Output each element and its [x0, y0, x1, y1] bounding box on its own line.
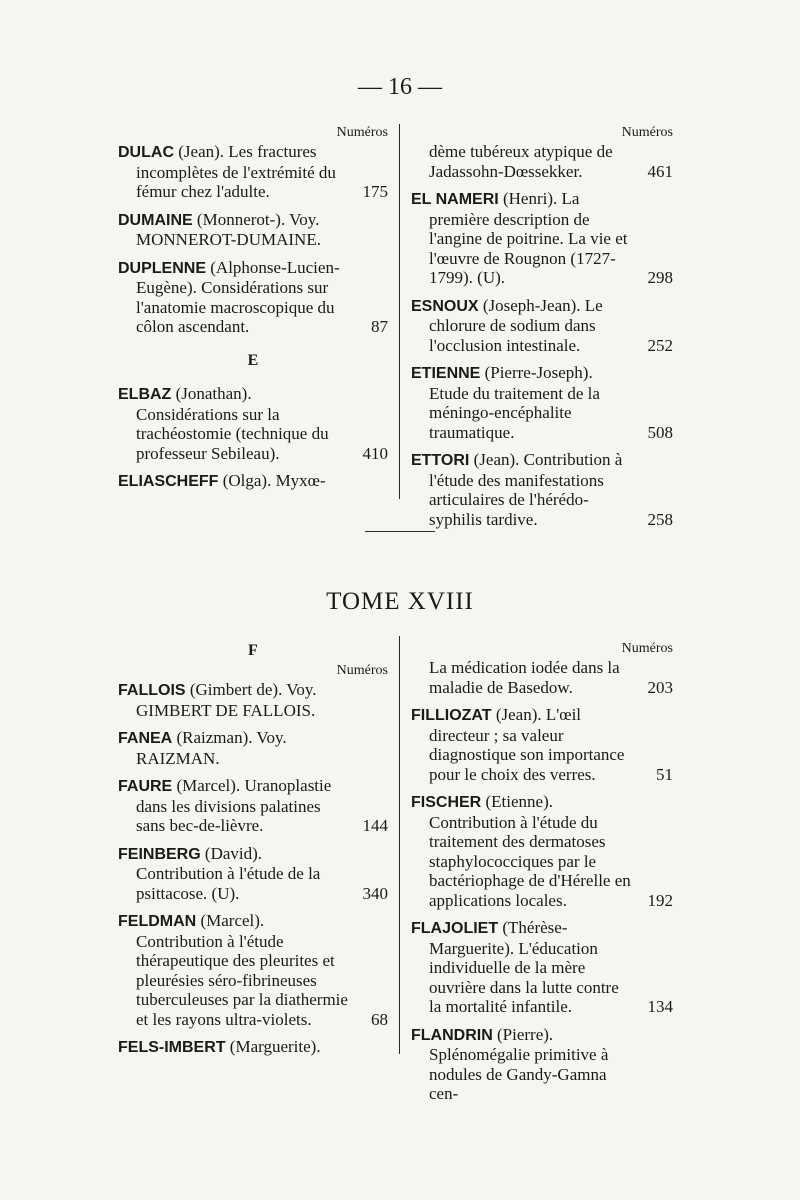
author-name: ELIASCHEFF — [118, 473, 219, 490]
entry-text: (Pierre). Splénomégalie primitive à nodules de Gandy-Gamna cen- — [429, 1024, 609, 1103]
top-right-column — [411, 124, 673, 537]
list-item — [118, 776, 388, 836]
entry-number: 252 — [647, 335, 673, 355]
list-item — [118, 210, 388, 250]
column-divider-top — [399, 124, 400, 499]
author-name: DUMAINE — [118, 211, 193, 229]
entry-text: (Jean). Les fractures incomplètes de l'extrémité du fémur chez l'adulte. — [136, 142, 336, 201]
list-item — [118, 728, 388, 768]
entry-text: (Jonathan). Considérations sur la trachéostomie (technique du professeur Sebileau). — [136, 384, 329, 463]
entry-number: 298 — [647, 268, 673, 287]
list-item — [411, 189, 673, 288]
bottom-left-column — [118, 640, 388, 1066]
bottom-right-column — [411, 640, 673, 1112]
entry-text: (David). Contribution à l'étude de la psittacose. (U). — [136, 843, 321, 903]
list-item — [118, 844, 388, 904]
entry-text: (Thérèse-Marguerite). L'éducation individuelle de la mère ouvrière dans la lutte contre la mortalité infantile. — [429, 918, 619, 1016]
entry-text: (Marcel). Uranoplastie dans les divisions palatines sans bec-de-lièvre. — [136, 776, 332, 835]
entry-number: 508 — [647, 422, 673, 442]
entry-text: (Henri). La première description de l'angine de poitrine. La vie et l'œuvre de Rougnon (1727-1799). (U). — [429, 189, 628, 287]
entry-number: 68 — [371, 1009, 388, 1029]
entry-number: 340 — [362, 883, 388, 903]
list-item — [411, 450, 673, 529]
entry-number: 144 — [362, 816, 388, 835]
entry-number: 192 — [647, 890, 673, 910]
list-item — [411, 658, 673, 697]
page-number: — 16 — — [358, 74, 442, 100]
list-item — [118, 911, 388, 1029]
entry-number: 410 — [362, 443, 388, 463]
list-item — [118, 258, 388, 337]
author-name: FELDMAN — [118, 913, 197, 930]
list-item — [411, 296, 673, 356]
tome-title: TOME XVIII — [326, 588, 474, 615]
author-name: FLANDRIN — [411, 1026, 493, 1044]
list-item — [411, 363, 673, 442]
numeros-header: Numéros — [336, 663, 388, 678]
list-item — [411, 918, 673, 1017]
author-name: FANEA — [118, 730, 173, 747]
author-name: FALLOIS — [118, 682, 186, 699]
author-name: ETTORI — [411, 452, 470, 469]
author-name: FISCHER — [411, 794, 482, 811]
entry-number: 134 — [647, 997, 673, 1016]
entry-text: (Olga). Myxœ- — [222, 471, 326, 490]
list-item — [411, 705, 673, 784]
entry-number: 461 — [647, 161, 673, 181]
entry-text: (Pierre-Joseph). Etude du traitement de la méningo-encéphalite traumatique. — [429, 363, 600, 442]
author-name: DUPLENNE — [118, 259, 207, 277]
numeros-header: Numéros — [621, 125, 673, 140]
author-name: ETIENNE — [411, 365, 481, 382]
entry-number: 51 — [656, 764, 673, 784]
entry-text: (Jean). Contribution à l'étude des manifestations articulaires de l'hérédo-syphilis tardive. — [429, 450, 623, 529]
author-name: FEINBERG — [118, 845, 201, 863]
entry-text: (Jean). L'œil directeur ; sa valeur diagnostique son importance pour le choix des verres. — [429, 705, 625, 784]
numeros-header: Numéros — [621, 641, 673, 656]
list-item — [118, 1037, 388, 1058]
author-name: ESNOUX — [411, 297, 479, 315]
entry-text: (Marcel). Contribution à l'étude thérapeutique des pleurites et pleurésies séro-fibrineuses tuberculeuses par la diathermie et les rayons ultra-violets. — [136, 911, 348, 1029]
entry-text: (Raizman). Voy. RAIZMAN. — [136, 728, 287, 768]
entry-text: (Gimbert de). Voy. GIMBERT DE FALLOIS. — [136, 680, 317, 720]
entry-text: (Joseph-Jean). Le chlorure de sodium dans l'occlusion intestinale. — [429, 295, 603, 355]
list-item — [118, 384, 388, 463]
list-item — [411, 1025, 673, 1104]
entry-number: 203 — [647, 677, 673, 697]
entry-text: (Etienne). Contribution à l'étude du traitement des dermatoses staphylococciques par le bactériophage de d'Hérelle en applications locales. — [429, 792, 631, 910]
entry-text: (Marguerite). — [229, 1037, 321, 1056]
entry-number: 87 — [371, 317, 388, 336]
author-name: FELS-IMBERT — [118, 1039, 226, 1056]
author-name: DULAC — [118, 144, 174, 161]
column-divider-bottom — [399, 636, 400, 1054]
author-name: FLAJOLIET — [411, 920, 499, 937]
author-name: FAURE — [118, 778, 173, 795]
list-item — [411, 792, 673, 910]
top-left-column — [118, 124, 388, 500]
author-name: EL NAMERI — [411, 191, 499, 208]
list-item — [118, 471, 388, 492]
list-item — [118, 142, 388, 202]
entry-text: dème tubéreux atypique de Jadassohn-Dœssekker. — [429, 142, 613, 181]
section-letter: E — [247, 351, 259, 369]
author-name: ELBAZ — [118, 386, 172, 403]
numeros-header: Numéros — [336, 125, 388, 140]
list-item — [411, 142, 673, 181]
section-letter: F — [248, 642, 258, 659]
entry-text: (Alphonse-Lucien-Eugène). Considérations sur l'anatomie macroscopique du côlon ascendant. — [136, 257, 340, 336]
entry-number: 258 — [647, 509, 673, 529]
entry-text: (Monnerot-). Voy. MONNEROT-DUMAINE. — [136, 209, 321, 249]
entry-number: 175 — [362, 182, 388, 201]
list-item — [118, 680, 388, 720]
author-name: FILLIOZAT — [411, 707, 492, 724]
entry-text: La médication iodée dans la maladie de Basedow. — [429, 658, 620, 697]
